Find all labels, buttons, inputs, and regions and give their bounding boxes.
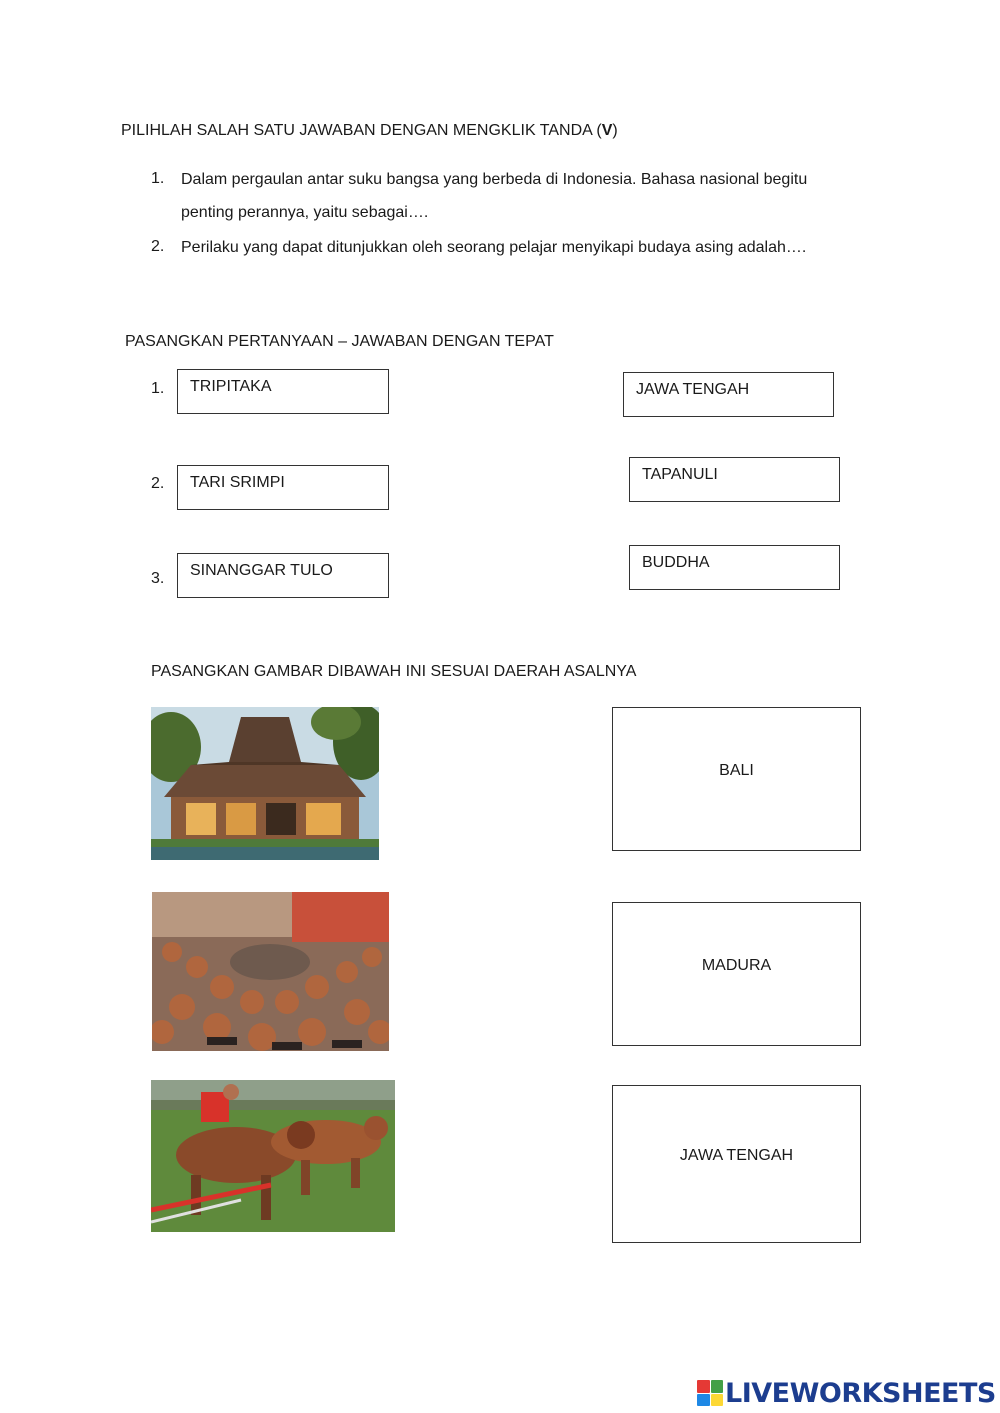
answer-box-1-label: BALI <box>719 762 754 779</box>
match-left-1-number: 1. <box>151 380 165 397</box>
match-left-3-number: 3. <box>151 570 165 587</box>
question-1-number: 1. <box>151 170 165 187</box>
answer-box-1[interactable] <box>612 707 861 851</box>
match-left-1-box[interactable] <box>177 369 389 414</box>
answer-box-2-label: MADURA <box>701 957 772 974</box>
heading-prefix: PILIHLAH SALAH SATU JAWABAN DENGAN MENGKLIK TANDA ( <box>121 122 602 139</box>
match-right-2-box[interactable] <box>629 457 840 502</box>
joglo-house-image[interactable] <box>151 707 379 860</box>
answer-box-2[interactable] <box>612 902 861 1046</box>
match-left-3-box[interactable] <box>177 553 389 598</box>
section1-heading <box>121 121 618 141</box>
karapan-sapi-image[interactable] <box>151 1080 395 1232</box>
question-2-number: 2. <box>151 238 165 255</box>
match-right-1-label: JAWA TENGAH <box>636 381 750 398</box>
kecak-dance-image[interactable] <box>152 892 389 1051</box>
logo-mark-icon <box>697 1380 723 1406</box>
heading-mark: V <box>601 122 613 139</box>
answer-box-3-label: JAWA TENGAH <box>679 1147 794 1164</box>
match-left-2-number: 2. <box>151 475 165 492</box>
section2-heading: PASANGKAN PERTANYAAN – JAWABAN DENGAN TEPAT <box>125 333 554 350</box>
match-right-3-label: BUDDHA <box>642 554 710 571</box>
match-right-1-box[interactable] <box>623 372 834 417</box>
section3-heading: PASANGKAN GAMBAR DIBAWAH INI SESUAI DAERAH ASALNYA <box>151 663 637 680</box>
match-right-3-box[interactable] <box>629 545 840 590</box>
logo-text: LIVEWORKSHEETS <box>725 1377 996 1409</box>
answer-box-3[interactable] <box>612 1085 861 1243</box>
liveworksheets-logo <box>697 1378 996 1408</box>
heading-suffix: ) <box>612 122 618 139</box>
match-left-2-box[interactable] <box>177 465 389 510</box>
match-left-2-label: TARI SRIMPI <box>190 474 285 491</box>
match-left-3-label: SINANGGAR TULO <box>190 562 333 579</box>
question-2-line1: Perilaku yang dapat ditunjukkan oleh seorang pelajar menyikapi budaya asing adalah…. <box>181 239 807 256</box>
question-1-line1: Dalam pergaulan antar suku bangsa yang berbeda di Indonesia. Bahasa nasional begitu <box>181 171 808 188</box>
question-1-line2: penting perannya, yaitu sebagai…. <box>181 204 429 221</box>
match-right-2-label: TAPANULI <box>642 466 718 483</box>
match-left-1-label: TRIPITAKA <box>190 378 272 395</box>
